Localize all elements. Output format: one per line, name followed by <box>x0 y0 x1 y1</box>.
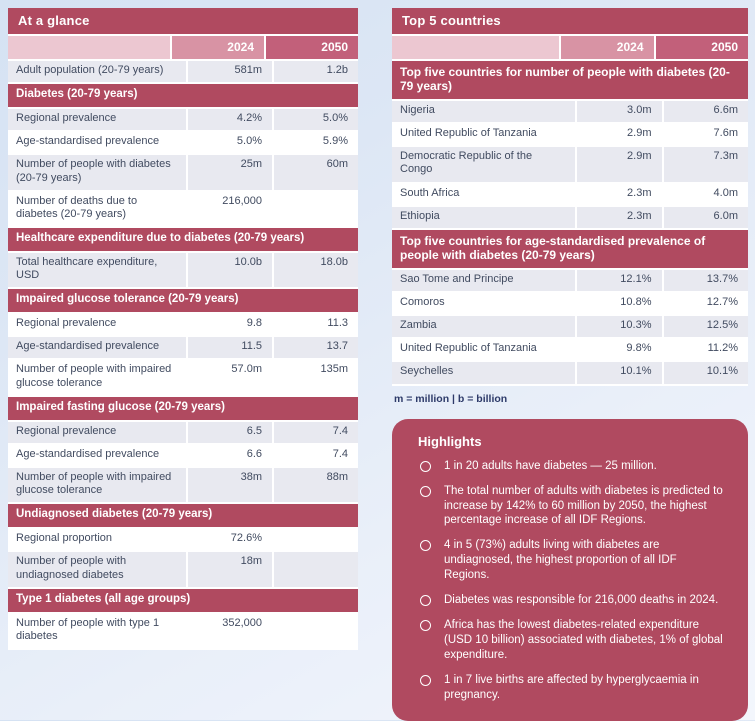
value-2024: 216,000 <box>186 192 272 226</box>
section-header: Healthcare expenditure due to diabetes (20-79 years) <box>8 228 358 253</box>
value-2024: 9.8 <box>186 314 272 335</box>
value-2050: 18.0b <box>272 253 358 287</box>
row-label: Age-standardised prevalence <box>16 340 160 353</box>
year-header-spacer <box>392 36 559 59</box>
year-header-row <box>392 36 748 61</box>
value-2024: 6.6 <box>186 445 272 466</box>
top5-column <box>392 8 748 721</box>
table-row <box>392 124 748 147</box>
bullet-circle-icon <box>420 486 431 497</box>
section-header: Type 1 diabetes (all age groups) <box>8 589 358 614</box>
table-row <box>8 314 358 337</box>
highlights-list <box>418 459 724 703</box>
value-2050: 88m <box>272 468 358 502</box>
top5-title: Top 5 countries <box>392 8 748 36</box>
section-header: Impaired glucose tolerance (20-79 years) <box>8 289 358 314</box>
value-2024: 2.9m <box>575 124 662 145</box>
value-2050: 60m <box>272 155 358 189</box>
row-label: Total healthcare expenditure, USD <box>16 255 158 282</box>
value-2024: 25m <box>186 155 272 189</box>
row-label: Adult population (20-79 years) <box>16 64 164 76</box>
value-2050: 7.6m <box>662 124 749 145</box>
value-2024: 18m <box>186 552 272 586</box>
year-2024-header: 2024 <box>559 36 654 59</box>
highlight-item <box>418 484 724 529</box>
table-row <box>392 184 748 207</box>
table-row <box>8 109 358 132</box>
row-label: Seychelles <box>400 365 454 378</box>
value-2050: 13.7% <box>662 270 749 291</box>
highlights-box <box>392 419 748 721</box>
table-row <box>8 337 358 360</box>
highlight-item <box>418 618 724 663</box>
value-2024: 352,000 <box>186 614 272 648</box>
table-row <box>8 529 358 552</box>
table-row <box>8 253 358 289</box>
value-2050: 11.2% <box>662 339 749 360</box>
row-label: Number of people with undiagnosed diabetes <box>16 555 127 581</box>
value-2050: 5.9% <box>272 132 358 153</box>
highlight-text: Africa has the lowest diabetes-related expenditure (USD 10 billion) associated with diabetes, 1% of global expenditure. <box>444 619 723 661</box>
table-row <box>392 207 748 230</box>
top5-body <box>392 61 748 386</box>
value-2024: 4.2% <box>186 109 272 130</box>
row-label: Ethiopia <box>400 209 440 222</box>
highlight-item <box>418 538 724 583</box>
value-2024: 2.9m <box>575 147 662 181</box>
table-row <box>392 316 748 339</box>
row-label: Number of people with impaired glucose tolerance <box>16 471 172 497</box>
table-row <box>392 147 748 183</box>
value-2050 <box>272 192 358 226</box>
bullet-circle-icon <box>420 540 431 551</box>
highlight-item <box>418 673 724 703</box>
table-row <box>392 270 748 293</box>
bullet-circle-icon <box>420 461 431 472</box>
highlight-text: 1 in 7 live births are affected by hyperglycaemia in pregnancy. <box>444 673 699 701</box>
table-row <box>8 61 358 84</box>
table-row <box>392 101 748 124</box>
row-label: Number of people with impaired glucose tolerance <box>16 363 172 389</box>
highlight-item <box>418 593 724 608</box>
value-2050 <box>272 529 358 550</box>
at-a-glance-body <box>8 61 358 650</box>
row-label: South Africa <box>400 186 460 199</box>
row-label: Number of people with diabetes (20-79 years) <box>16 158 171 184</box>
units-footnote: m = million | b = billion <box>394 392 508 405</box>
row-label: Number of deaths due to diabetes (20-79 years) <box>16 194 138 220</box>
section-header: Undiagnosed diabetes (20-79 years) <box>8 504 358 529</box>
section-header: Impaired fasting glucose (20-79 years) <box>8 397 358 422</box>
value-2050: 12.5% <box>662 316 749 337</box>
value-2050: 7.4 <box>272 422 358 443</box>
section-header: Top five countries for age-standardised prevalence of people with diabetes (20-79 years) <box>392 230 748 270</box>
row-label: Democratic Republic of the Congo <box>400 150 533 176</box>
row-label: Age-standardised prevalence <box>16 447 160 460</box>
value-2050: 11.3 <box>272 314 358 335</box>
section-header: Diabetes (20-79 years) <box>8 84 358 109</box>
at-a-glance-column <box>8 8 358 650</box>
table-row <box>8 552 358 588</box>
highlight-text: 1 in 20 adults have diabetes — 25 million. <box>444 459 657 472</box>
at-a-glance-title: At a glance <box>8 8 358 36</box>
at-a-glance-card <box>8 8 358 650</box>
table-row <box>8 468 358 504</box>
table-row <box>8 445 358 468</box>
table-row <box>392 339 748 362</box>
row-label: United Republic of Tanzania <box>400 342 537 355</box>
value-2024: 72.6% <box>186 529 272 550</box>
value-2050: 1.2b <box>272 61 358 82</box>
row-label: Comoros <box>400 295 445 308</box>
row-label: Number of people with type 1 diabetes <box>16 616 160 642</box>
value-2024: 12.1% <box>575 270 662 291</box>
row-label: Regional proportion <box>16 532 113 545</box>
year-header-row <box>8 36 358 61</box>
value-2050: 10.1% <box>662 362 749 383</box>
year-header-spacer <box>8 36 170 59</box>
value-2050: 135m <box>272 360 358 394</box>
row-label: Regional prevalence <box>16 317 117 330</box>
table-row <box>8 192 358 228</box>
table-row <box>8 360 358 396</box>
value-2050 <box>272 614 358 648</box>
section-header: Top five countries for number of people with diabetes (20-79 years) <box>392 61 748 101</box>
value-2024: 2.3m <box>575 184 662 205</box>
row-label: Regional prevalence <box>16 424 117 437</box>
highlight-item <box>418 459 724 474</box>
highlight-text: The total number of adults with diabetes is predicted to increase by 142% to 60 million by 2050, the highest percentage increase of all IDF Regions. <box>444 484 723 527</box>
table-row <box>8 155 358 191</box>
table-row <box>8 614 358 650</box>
year-2050-header: 2050 <box>654 36 749 59</box>
value-2024: 10.8% <box>575 293 662 314</box>
value-2050: 6.6m <box>662 101 749 122</box>
value-2024: 2.3m <box>575 207 662 228</box>
row-label: Age-standardised prevalence <box>16 135 160 148</box>
value-2050: 12.7% <box>662 293 749 314</box>
highlights-title: Highlights <box>418 433 482 449</box>
value-2024: 10.1% <box>575 362 662 383</box>
value-2024: 9.8% <box>575 339 662 360</box>
value-2024: 57.0m <box>186 360 272 394</box>
table-row <box>8 132 358 155</box>
value-2024: 10.0b <box>186 253 272 287</box>
value-2024: 581m <box>186 61 272 82</box>
value-2050 <box>272 552 358 586</box>
value-2024: 5.0% <box>186 132 272 153</box>
value-2024: 38m <box>186 468 272 502</box>
value-2050: 4.0m <box>662 184 749 205</box>
value-2050: 6.0m <box>662 207 749 228</box>
value-2024: 11.5 <box>186 337 272 358</box>
table-row <box>392 362 748 385</box>
year-2050-header: 2050 <box>264 36 358 59</box>
highlight-text: 4 in 5 (73%) adults living with diabetes are undiagnosed, the highest proportion of all IDF Regions. <box>444 539 677 582</box>
bullet-circle-icon <box>420 675 431 686</box>
value-2050: 7.3m <box>662 147 749 181</box>
value-2050: 5.0% <box>272 109 358 130</box>
bullet-circle-icon <box>420 620 431 631</box>
row-label: United Republic of Tanzania <box>400 126 537 139</box>
table-row <box>392 293 748 316</box>
value-2050: 13.7 <box>272 337 358 358</box>
table-row <box>8 422 358 445</box>
value-2050: 7.4 <box>272 445 358 466</box>
top5-card <box>392 8 748 386</box>
value-2024: 6.5 <box>186 422 272 443</box>
value-2024: 3.0m <box>575 101 662 122</box>
year-2024-header: 2024 <box>170 36 264 59</box>
bullet-circle-icon <box>420 595 431 606</box>
row-label: Zambia <box>400 319 437 332</box>
row-label: Regional prevalence <box>16 111 117 124</box>
highlight-text: Diabetes was responsible for 216,000 deaths in 2024. <box>444 594 719 607</box>
row-label: Nigeria <box>400 103 435 116</box>
row-label: Sao Tome and Principe <box>400 272 514 285</box>
value-2024: 10.3% <box>575 316 662 337</box>
